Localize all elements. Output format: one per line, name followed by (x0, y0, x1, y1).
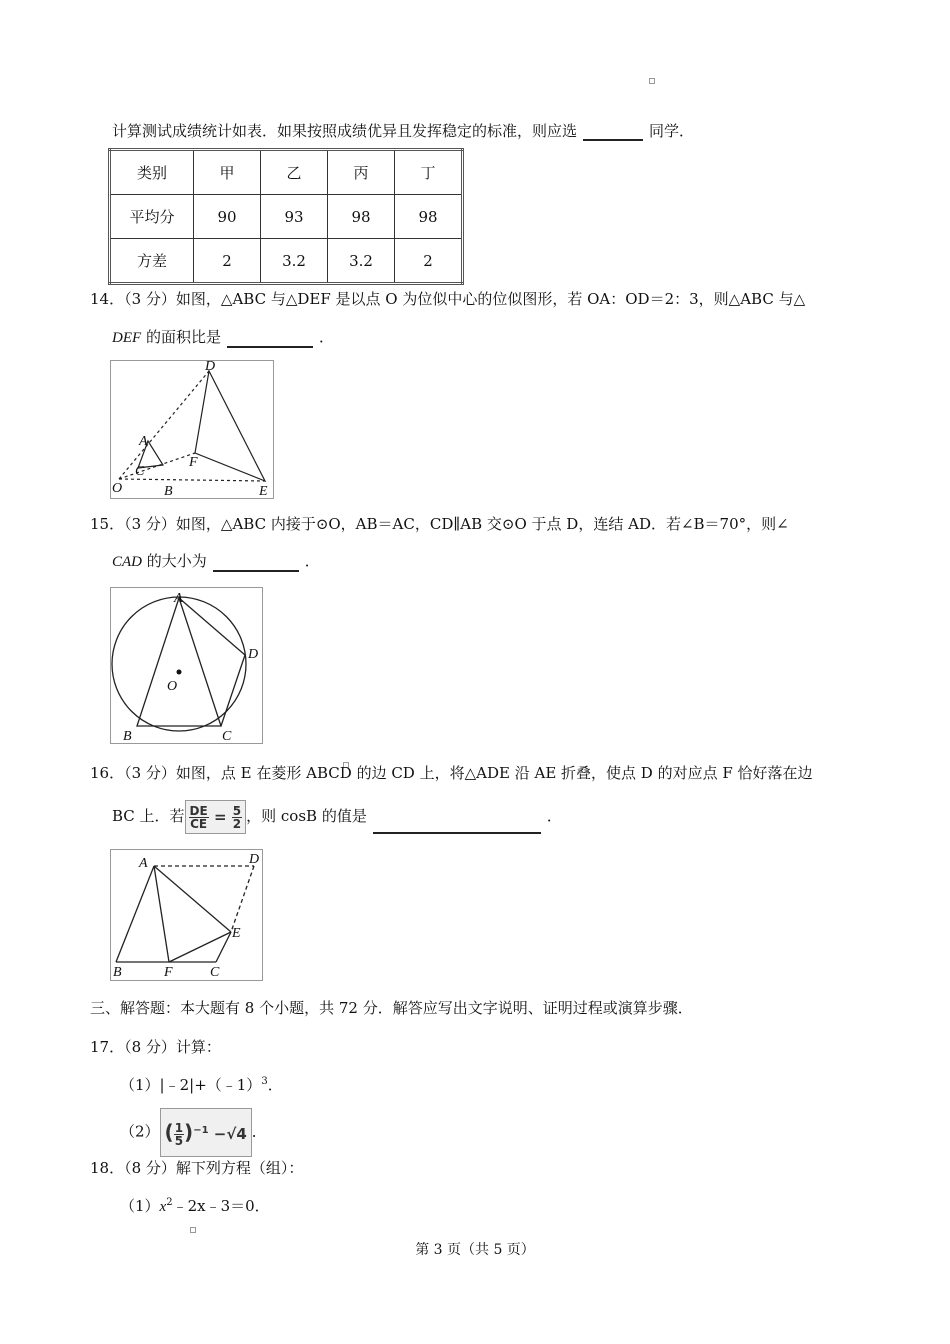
fig-label-d: D (205, 361, 216, 374)
fig-label-b: B (164, 484, 173, 498)
fig-label-c: C (222, 729, 232, 743)
q17-expression-image: ( $\frac{1}{5}$ )$^{-1}$ −√4 (160, 1108, 252, 1157)
question-text: BC 上．若 (112, 807, 185, 825)
fig-label-b: B (113, 965, 122, 980)
fig-label-d: D (249, 852, 260, 867)
question-text: 的大小为 (142, 552, 207, 570)
q17-part-2 (120, 1108, 267, 1157)
q18-part-1 (120, 1193, 270, 1217)
table-header-row (110, 150, 463, 195)
table-cell: 2 (194, 239, 261, 284)
table-cell: 2 (395, 239, 463, 284)
q13-suffix: 同学． (649, 122, 695, 140)
q17-title: 17．（8 分）计算： (90, 1038, 221, 1056)
question-text: 的面积比是 (141, 328, 221, 346)
q15-figure (110, 587, 263, 744)
table-header-cell: 类别 (110, 150, 194, 195)
q16-line-2 (112, 800, 562, 834)
q13-answer-blank[interactable] (583, 125, 643, 141)
center-point (177, 670, 182, 675)
question-number: 15． (90, 515, 125, 533)
question-end: ． (318, 328, 334, 346)
question-end: ． (251, 1122, 267, 1141)
page-footer: 第 3 页（共 5 页） (415, 1242, 535, 1258)
fig-label-e: E (232, 926, 241, 941)
table-cell: 方差 (110, 239, 194, 284)
q13-line (112, 121, 694, 141)
question-number: 16． (90, 764, 125, 782)
fig-label-o: O (167, 679, 178, 694)
table-cell: 98 (395, 195, 463, 239)
fig-label-b: B (123, 729, 132, 743)
q18-title: 18．（8 分）解下列方程（组）： (90, 1159, 304, 1177)
fig-label-a: A (174, 591, 183, 606)
question-number: 14． (90, 290, 125, 308)
question-text: 如图，△ABC 与△DEF 是以点 O 为位似中心的位似图形，若 OA：OD＝2：3，则△ABC 与△ (175, 290, 806, 308)
table-cell: 平均分 (110, 195, 194, 239)
frac-numerator: 1 (174, 1121, 184, 1135)
frac-value-denominator: 2 (232, 817, 242, 831)
question-text: 如图，△ABC 内接于⊙O，AB＝AC，CD∥AB 交⊙O 于点 D，连结 AD．若∠B＝70°，则∠ (175, 515, 789, 533)
q16-answer-blank[interactable] (373, 818, 541, 834)
q14-figure (110, 360, 274, 499)
fig-label-o: O (112, 481, 123, 496)
q15-line-2 (112, 551, 320, 572)
q16-fraction-image (185, 800, 247, 834)
table-row (110, 195, 463, 239)
table-cell: 3.2 (328, 239, 395, 284)
question-text: CAD (112, 554, 142, 570)
question-text: ，则 cosB 的值是 (246, 807, 367, 825)
exponent: 3 (261, 1076, 268, 1087)
math-expression: |﹣2|+（﹣1） (159, 1076, 262, 1094)
q14-answer-blank[interactable] (227, 332, 313, 348)
frac-equals: = (213, 808, 227, 826)
frac-denominator: CE (190, 817, 208, 831)
part-label: （2） (120, 1122, 160, 1141)
math-variable: x (159, 1199, 167, 1215)
fig-label-c: C (135, 464, 145, 479)
question-score: （3 分） (124, 290, 176, 308)
fig-label-a: A (139, 856, 148, 871)
question-score: （3 分） (124, 764, 176, 782)
exponent: −1 (193, 1125, 209, 1136)
table-header-cell: 丙 (328, 150, 395, 195)
part-label: （1） (120, 1076, 160, 1094)
table-header-cell: 甲 (194, 150, 261, 195)
question-end: ． (546, 807, 562, 825)
question-text: 如图，点 E 在菱形 ABCD 的边 CD 上，将△ADE 沿 AE 折叠，使点 D 的对应点 F 恰好落在边 (175, 764, 813, 782)
question-text: DEF (112, 330, 142, 346)
fig-label-a: A (139, 434, 148, 449)
fig-label-c: C (210, 965, 220, 980)
fig-label-f: F (164, 965, 173, 980)
fig-label-d: D (248, 647, 259, 662)
q16-figure (110, 849, 263, 981)
score-table (108, 148, 464, 285)
math-expression: ﹣2x﹣3＝0． (172, 1197, 270, 1215)
section-heading: 三、解答题：本大题有 8 个小题，共 72 分．解答应写出文字说明、证明过程或演算步骤． (90, 999, 693, 1017)
table-row (110, 239, 463, 284)
question-score: （3 分） (124, 515, 176, 533)
triangle-def (195, 371, 265, 481)
q16-line-1 (90, 763, 813, 783)
table-cell: 90 (194, 195, 261, 239)
math-expression: −√4 (213, 1125, 247, 1143)
table-cell: 3.2 (261, 239, 328, 284)
scan-mark (190, 1227, 196, 1233)
table-header-cell: 丁 (395, 150, 463, 195)
table-header-cell: 乙 (261, 150, 328, 195)
q14-line-1 (90, 289, 805, 309)
question-end: ． (267, 1076, 283, 1094)
frac-numerator: DE (189, 804, 208, 818)
frac-value-numerator: 5 (232, 804, 242, 818)
scan-mark (649, 78, 655, 84)
frac-denominator: 5 (174, 1134, 184, 1148)
part-label: （1） (120, 1197, 160, 1215)
fig-label-e: E (259, 484, 268, 498)
table-cell: 98 (328, 195, 395, 239)
table-cell: 93 (261, 195, 328, 239)
q15-answer-blank[interactable] (213, 556, 299, 572)
q15-line-1 (90, 514, 789, 534)
q14-line-2 (112, 327, 334, 348)
q17-part-1 (120, 1072, 283, 1095)
fig-label-f: F (189, 455, 198, 470)
question-end: ． (304, 552, 320, 570)
exponent: 2 (166, 1197, 173, 1208)
q13-text: 计算测试成绩统计如表．如果按照成绩优异且发挥稳定的标准，则应选 (112, 122, 578, 140)
